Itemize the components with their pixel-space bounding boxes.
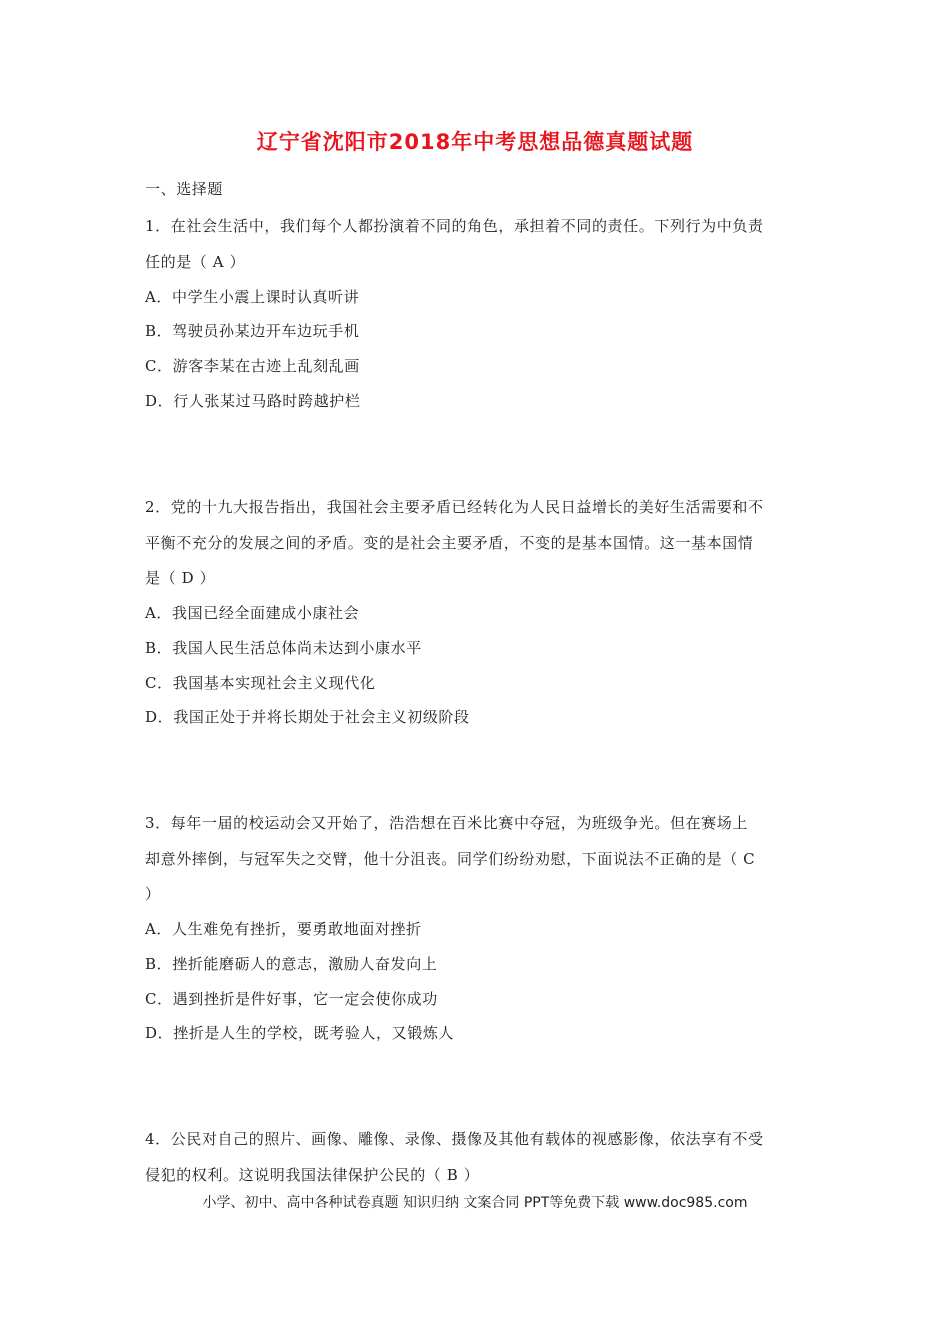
question-1-option-b: B．驾驶员孙某边开车边玩手机 [145,322,360,340]
page-footer: 小学、初中、高中各种试卷真题 知识归纳 文案合同 PPT等免费下载 www.doc985.com [202,1195,748,1211]
question-3-stem-line-1: 3．每年一届的校运动会又开始了，浩浩想在百米比赛中夺冠，为班级争光。但在赛场上 [145,814,748,832]
question-1-option-d: D．行人张某过马路时跨越护栏 [145,392,361,410]
section-heading: 一、选择题 [145,180,224,198]
question-2-option-d: D．我国正处于并将长期处于社会主义初级阶段 [145,708,470,726]
question-3-option-a: A．人生难免有挫折，要勇敢地面对挫折 [145,920,422,938]
question-2-option-c: C．我国基本实现社会主义现代化 [145,674,376,692]
question-3-stem-line-3: ） [145,885,161,903]
question-2-stem-line-1: 2．党的十九大报告指出，我国社会主要矛盾已经转化为人民日益增长的美好生活需要和不 [145,498,764,516]
question-2-stem-line-2: 平衡不充分的发展之间的矛盾。变的是社会主要矛盾，不变的是基本国情。这一基本国情 [145,534,754,552]
question-3-option-d: D．挫折是人生的学校，既考验人，又锻炼人 [145,1024,455,1042]
question-2-option-b: B．我国人民生活总体尚未达到小康水平 [145,639,422,657]
question-3-option-c: C．遇到挫折是件好事，它一定会使你成功 [145,990,438,1008]
question-4-stem-line-2: 侵犯的权利。这说明我国法律保护公民的（ B ） [145,1166,480,1184]
question-3-stem-line-2: 却意外摔倒，与冠军失之交臂，他十分沮丧。同学们纷纷劝慰，下面说法不正确的是（ C [145,850,756,868]
question-1-stem-line-2: 任的是（ A ） [145,253,246,271]
question-3-option-b: B．挫折能磨砺人的意志，激励人奋发向上 [145,955,438,973]
question-4-stem-line-1: 4．公民对自己的照片、画像、雕像、录像、摄像及其他有载体的视感影像，依法享有不受 [145,1130,764,1148]
question-1-stem-line-1: 1．在社会生活中，我们每个人都扮演着不同的角色，承担着不同的责任。下列行为中负责 [145,217,764,235]
question-1-option-a: A．中学生小震上课时认真听讲 [145,288,360,306]
question-2-option-a: A．我国已经全面建成小康社会 [145,604,360,622]
question-1-option-c: C．游客李某在古迹上乱刻乱画 [145,357,360,375]
page-title: 辽宁省沈阳市2018年中考思想品德真题试题 [256,130,694,154]
question-2-stem-line-3: 是（ D ） [145,569,216,587]
